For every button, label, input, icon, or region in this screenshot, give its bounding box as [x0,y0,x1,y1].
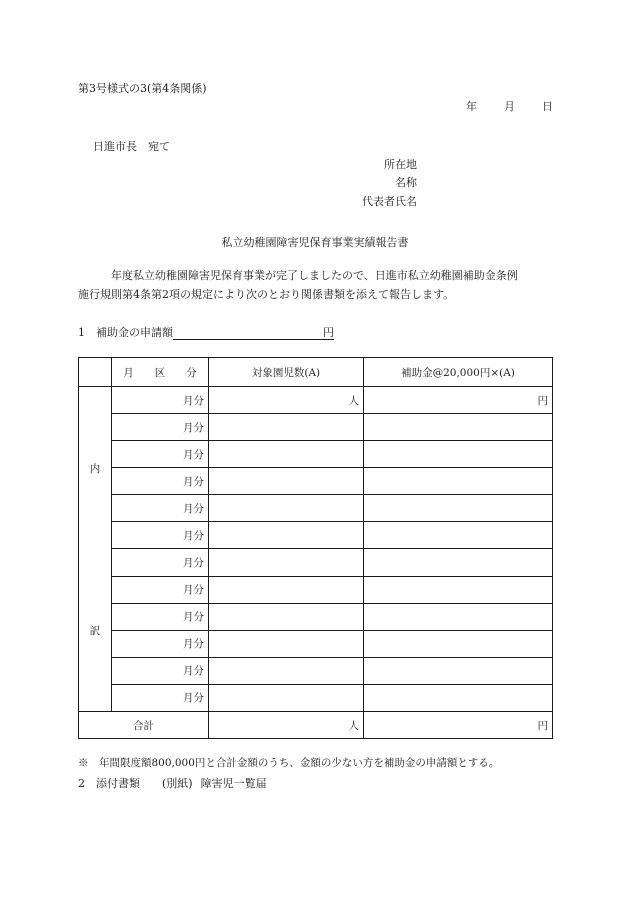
item-2-label: 2 添付書類 [78,777,140,790]
table-total-row [79,712,553,739]
body-line-2: 施行規則第4条第2項の規定により次のとおり関係書類を添えて報告します。 [78,288,455,301]
sender-representative-label: 代表者氏名 [362,195,417,208]
children-count-cell[interactable] [209,576,364,603]
total-count-cell[interactable]: 人 [209,712,364,739]
children-count-cell[interactable] [209,549,364,576]
attachment-name: 障害児一覧届 [200,777,267,790]
subsidy-amount-cell[interactable]: 円 [364,387,553,414]
children-count-cell[interactable]: 人 [209,387,364,414]
subsidy-amount-cell[interactable] [364,576,553,603]
date-line [466,98,553,114]
subsidy-amount-cell[interactable] [364,630,553,657]
attachment-tag: (別紙) [162,777,193,790]
item-1-label: 1 補助金の申請額 [78,326,173,339]
item-1-application-amount [78,324,334,340]
children-count-cell[interactable] [209,603,364,630]
body-text [78,266,558,304]
month-cell[interactable]: 月分 [112,684,209,711]
month-cell[interactable]: 月分 [112,576,209,603]
month-cell[interactable]: 月分 [112,603,209,630]
table-row [79,684,553,711]
table-row [79,576,553,603]
children-count-cell[interactable] [209,684,364,711]
subsidy-amount-cell[interactable] [364,495,553,522]
amount-blank-field[interactable] [173,327,323,340]
month-cell[interactable]: 月分 [112,657,209,684]
table-row [79,387,553,414]
table-row [79,522,553,549]
table-row [79,468,553,495]
children-count-cell[interactable] [209,441,364,468]
item-2-attachments [78,775,267,791]
table-row [79,441,553,468]
month-cell[interactable]: 月分 [112,414,209,441]
document-title: 私立幼稚園障害児保育事業実績報告書 [221,236,409,249]
month-cell[interactable]: 月分 [112,387,209,414]
subsidy-amount-cell[interactable] [364,441,553,468]
form-number: 第3号様式の3(第4条関係) [78,82,207,95]
side-label-bottom: 訳 [89,624,101,637]
subsidy-amount-cell[interactable] [364,657,553,684]
subsidy-amount-cell[interactable] [364,684,553,711]
table-row [79,630,553,657]
sender-name-label: 名称 [395,176,417,189]
side-label-top: 内 [89,462,101,475]
subsidy-amount-cell[interactable] [364,603,553,630]
subsidy-amount-cell[interactable] [364,468,553,495]
month-cell[interactable]: 月分 [112,468,209,495]
month-cell[interactable]: 月分 [112,441,209,468]
table-row [79,414,553,441]
breakdown-table-wrapper [78,357,552,739]
header-children-count: 対象園児数(A) [209,358,364,387]
children-count-cell[interactable] [209,657,364,684]
month-cell[interactable]: 月分 [112,495,209,522]
total-amount-cell[interactable]: 円 [364,712,553,739]
children-count-cell[interactable] [209,468,364,495]
table-row [79,657,553,684]
total-label: 合計 [79,712,209,739]
month-cell[interactable]: 月分 [112,549,209,576]
addressee: 日進市長 宛て [93,140,170,153]
table-row [79,549,553,576]
subsidy-amount-cell[interactable] [364,549,553,576]
breakdown-side-label [79,387,112,712]
month-cell[interactable]: 月分 [112,522,209,549]
date-month-label: 月 [504,100,515,113]
subsidy-amount-cell[interactable] [364,522,553,549]
table-header-row [79,358,553,387]
children-count-cell[interactable] [209,522,364,549]
children-count-cell[interactable] [209,414,364,441]
table-row [79,495,553,522]
header-blank-cell [79,358,112,387]
note-text: ※ 年間限度額800,000円と合計金額のうち、金額の少ない方を補助金の申請額とする。 [78,757,500,769]
children-count-cell[interactable] [209,495,364,522]
body-line-1: 年度私立幼稚園障害児保育事業が完了しましたので、日進市私立幼稚園補助金条例 [111,269,518,282]
breakdown-table [78,357,553,739]
item-1-unit: 円 [323,326,334,339]
month-cell[interactable]: 月分 [112,630,209,657]
table-row [79,603,553,630]
header-subsidy: 補助金@20,000円×(A) [364,358,553,387]
table-body [79,387,553,712]
header-month-division: 月 区 分 [112,358,209,387]
sender-address-label: 所在地 [384,158,417,171]
subsidy-amount-cell[interactable] [364,414,553,441]
date-year-label: 年 [466,100,477,113]
date-day-label: 日 [542,100,553,113]
children-count-cell[interactable] [209,630,364,657]
